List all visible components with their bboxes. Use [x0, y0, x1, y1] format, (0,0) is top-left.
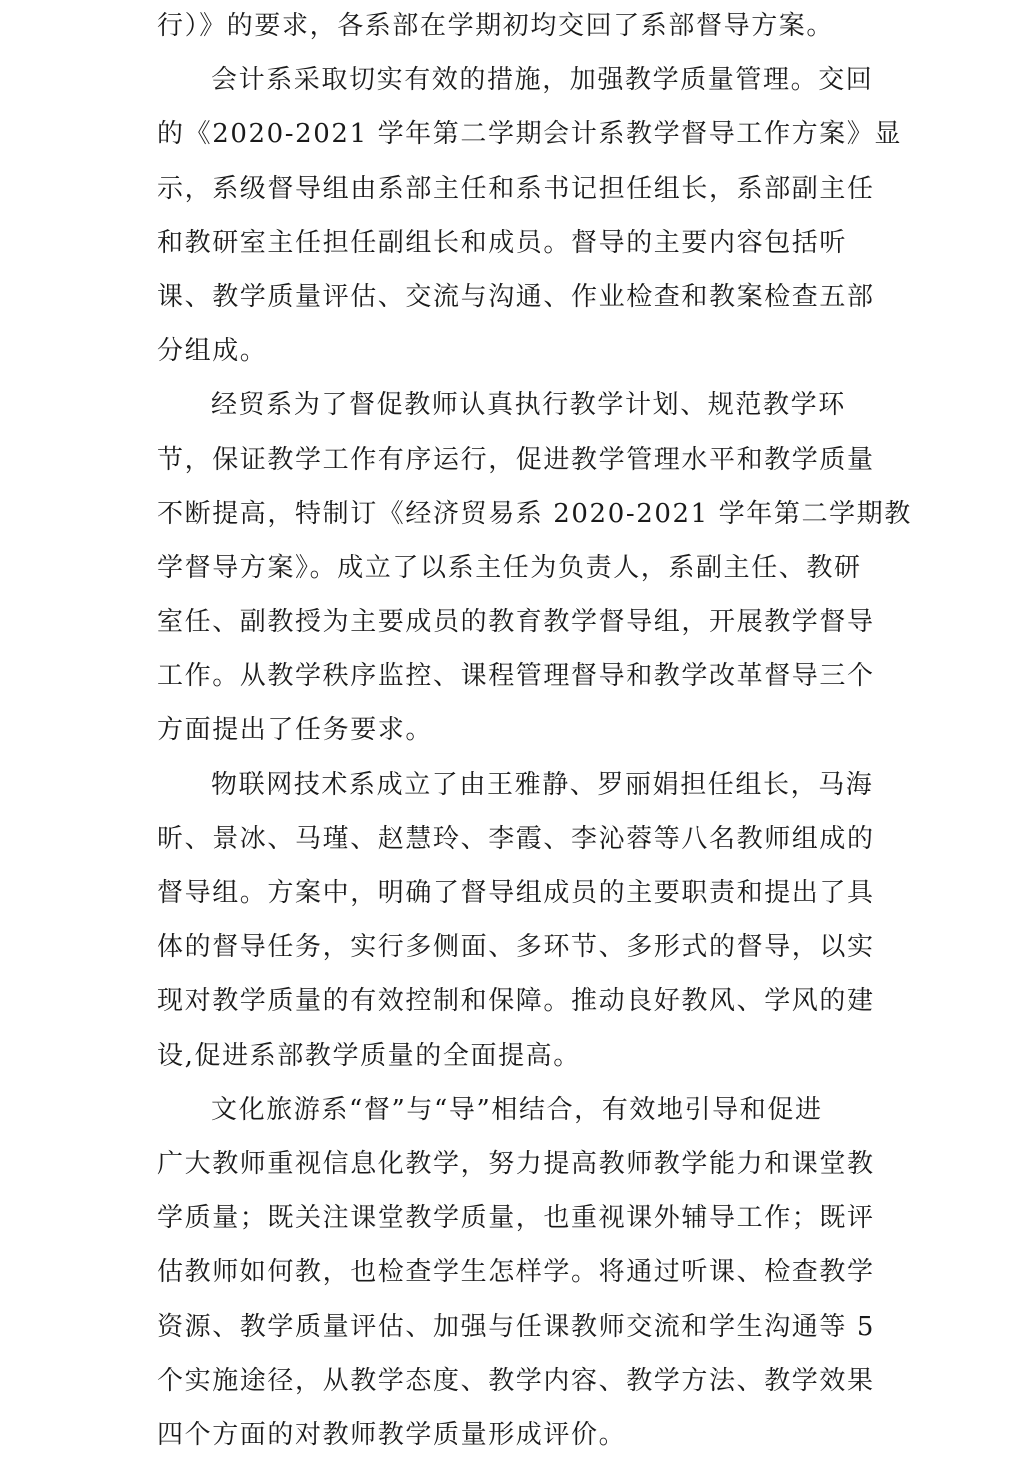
- text-line: 会计系采取切实有效的措施，加强教学质量管理。交回: [211, 65, 874, 96]
- paragraph-continuation: [157, 0, 872, 53]
- text-line: 督导组。方案中，明确了督导组成员的主要职责和提出了具: [157, 878, 875, 908]
- text-line: 课、教学质量评估、交流与沟通、作业检查和教案检查五部: [157, 281, 875, 312]
- text-line: 四个方面的对教师教学质量形成评价。: [157, 1419, 627, 1450]
- text-line: 资源、教学质量评估、加强与任课教师交流和学生沟通等 5: [157, 1311, 876, 1342]
- text-line: 分组成。: [157, 336, 268, 367]
- paragraph-economics-trade-dept: [157, 378, 912, 757]
- text-line: 学质量；既关注课堂教学质量，也重视课外辅导工作；既评: [157, 1203, 875, 1234]
- text-line: 节，保证教学工作有序运行，促进教学管理水平和教学质量: [157, 444, 875, 475]
- paragraph-accounting-dept: [157, 53, 902, 378]
- paragraph-iot-dept: [157, 758, 875, 1083]
- text-line: 室任、副教授为主要成员的教育教学督导组，开展教学督导: [157, 607, 875, 638]
- text-line: 昕、景冰、马瑾、赵慧玲、李霞、李沁蓉等八名教师组成的: [157, 823, 875, 854]
- text-line: 估教师如何教，也检查学生怎样学。将通过听课、检查教学: [157, 1257, 875, 1288]
- text-line: 文化旅游系“督”与“导”相结合，有效地引导和促进: [211, 1094, 823, 1125]
- text-line: 不断提高，特制订《经济贸易系 2020-2021 学年第二学期教: [157, 498, 912, 529]
- text-line: 工作。从教学秩序监控、课程管理督导和教学改革督导三个: [157, 661, 875, 692]
- text-line: 广大教师重视信息化教学，努力提高教师教学能力和课堂教: [157, 1148, 875, 1179]
- document-page: [157, 0, 912, 1462]
- text-line: 和教研室主任担任副组长和成员。督导的主要内容包括听: [157, 227, 848, 258]
- text-line: 现对教学质量的有效控制和保障。推动良好教风、学风的建: [157, 986, 875, 1017]
- text-line: 方面提出了任务要求。: [157, 715, 434, 746]
- text-line: 经贸系为了督促教师认真执行教学计划、规范教学环: [211, 390, 846, 421]
- text-line: 个实施途径，从教学态度、教学内容、教学方法、教学效果: [157, 1365, 875, 1396]
- text-line: 物联网技术系成立了由王雅静、罗丽娟担任组长，马海: [211, 769, 874, 800]
- text-line: 行）》的要求，各系部在学期初均交回了系部督导方案。: [157, 11, 835, 41]
- text-line: 设,促进系部教学质量的全面提高。: [157, 1040, 581, 1071]
- text-line: 示，系级督导组由系部主任和系书记担任组长，系部副主任: [157, 173, 875, 204]
- text-line: 体的督导任务，实行多侧面、多环节、多形式的督导，以实: [157, 932, 875, 963]
- text-line: 的《2020-2021 学年第二学期会计系教学督导工作方案》显: [157, 119, 902, 150]
- text-line: 学督导方案》。成立了以系主任为负责人，系副主任、教研: [157, 552, 862, 583]
- paragraph-culture-tourism-dept: [157, 1083, 876, 1462]
